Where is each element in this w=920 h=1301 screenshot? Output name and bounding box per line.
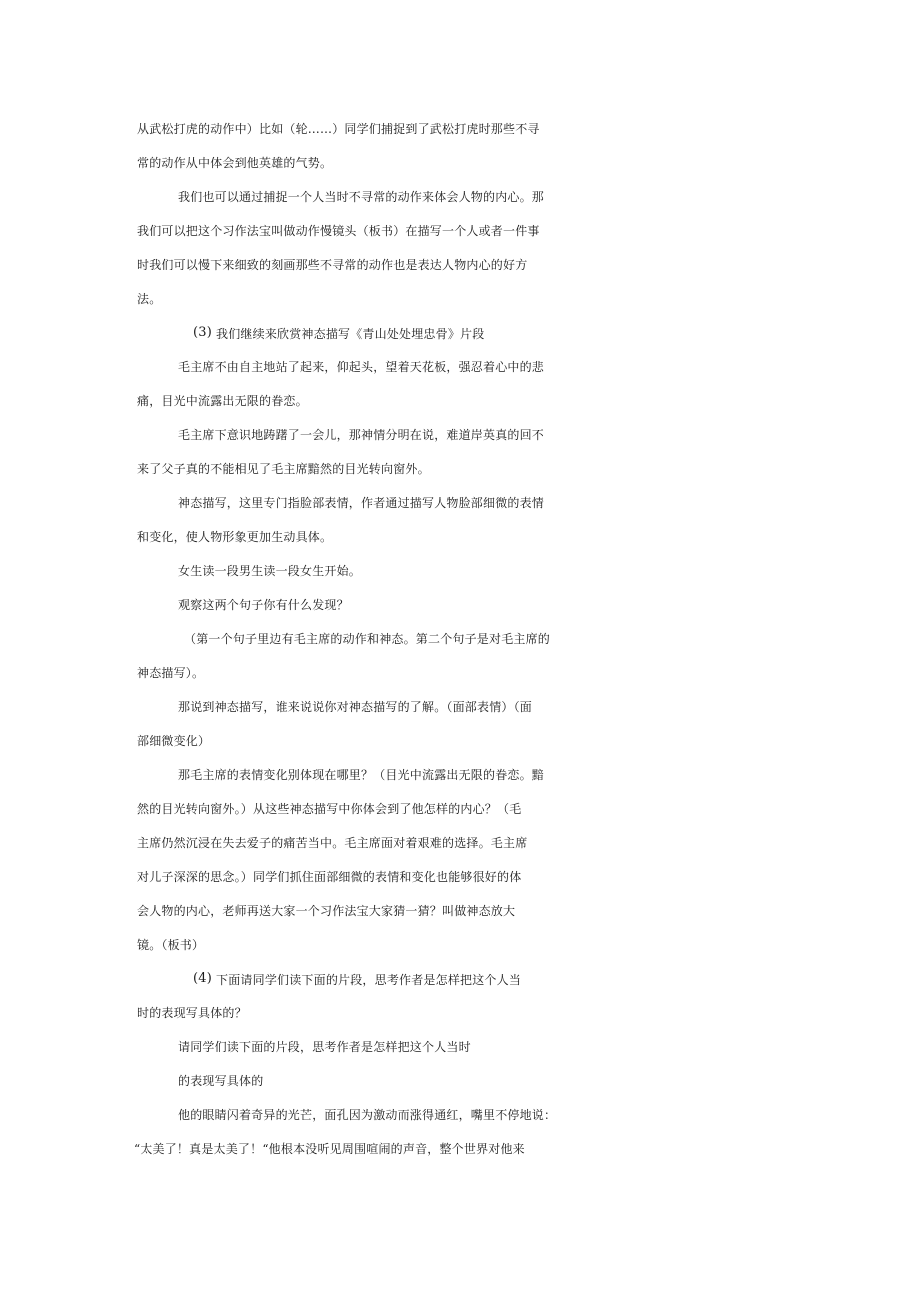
text-line: 毛主席不由自主地站了起来，仰起头，望着天花板，强忍着心中的悲 [178,360,545,374]
text-line: 我们继续来欣赏神态描写《青山处处埋忠骨》片段 [216,327,485,341]
text-line: 请同学们读下面的片段，思考作者是怎样把这个人当时 [178,1040,471,1054]
text-line: 主席仍然沉浸在失去爱子的痛苦当中。毛主席面对着艰难的选择。毛主席 [137,836,528,850]
text-line: 部细微变化） [137,734,211,748]
text-line: 从武松打虎的动作中）比如（轮……）同学们捕捉到了武松打虎时那些不寻 [137,122,540,136]
text-line: 那毛主席的表情变化别体现在哪里？（目光中流露出无限的眷恋。黯 [178,768,545,782]
text-line: 来了父子真的不能相见了毛主席黯然的目光转向窗外。 [137,462,430,476]
text-line: （第一个句子里边有毛主席的动作和神态。第二个句子是对毛主席的 [184,632,551,646]
text-line: 他的眼睛闪着奇异的光芒，面孔因为激动而涨得通红，嘴里不停地说： [178,1108,557,1122]
text-line: 常的动作从中体会到他英雄的气势。 [137,156,333,170]
text-line: 会人物的内心，老师再送大家一个习作法宝大家猜一猜？叫做神态放大 [137,904,516,918]
text-line: 毛主席下意识地踌躇了一会儿，那神情分明在说，难道岸英真的回不 [178,428,545,442]
text-line: 时我们可以慢下来细致的刻画那些不寻常的动作也是表达人物内心的好方 [137,258,528,272]
text-line: 然的目光转向窗外。）从这些神态描写中你体会到了他怎样的内心？（毛 [137,802,522,816]
text-line: 镜。（板书） [137,938,205,952]
text-line: 对儿子深深的思念。）同学们抓住面部细微的表情和变化也能够很好的体 [137,870,522,884]
text-line: 下面请同学们读下面的片段，思考作者是怎样把这个人当 [216,973,522,987]
item-number: (4) [193,971,213,986]
text-line: “太美了！真是太美了！“他根本没听见周围喧闹的声音，整个世界对他来 [134,1142,525,1156]
numbered-line [0,965,920,994]
text-line: 那说到神态描写，谁来说说你对神态描写的了解。（面部表情）（面 [178,700,533,714]
text-line: 和变化，使人物形象更加生动具体。 [137,530,333,544]
text-line: 痛，目光中流露出无限的眷恋。 [137,394,308,408]
text-line: 时的表现写具体的？ [137,1006,247,1020]
text-line: 观察这两个句子你有什么发现？ [178,598,349,612]
item-number: (3) [193,325,213,340]
text-line: 神态描写，这里专门指脸部表情，作者通过描写人物脸部细微的表情 [178,496,545,510]
text-line: 我们可以把这个习作法宝叫做动作慢镜头（板书）在描写一个人或者一件事 [137,224,540,238]
text-line: 女生读一段男生读一段女生开始。 [178,564,362,578]
text-line: 我们也可以通过捕捉一个人当时不寻常的动作来体会人物的内心。那 [178,190,545,204]
numbered-line [0,319,920,348]
text-line: 神态描写）。 [137,666,205,680]
text-line: 法。 [137,292,162,306]
text-line: 的表现写具体的 [178,1074,264,1088]
